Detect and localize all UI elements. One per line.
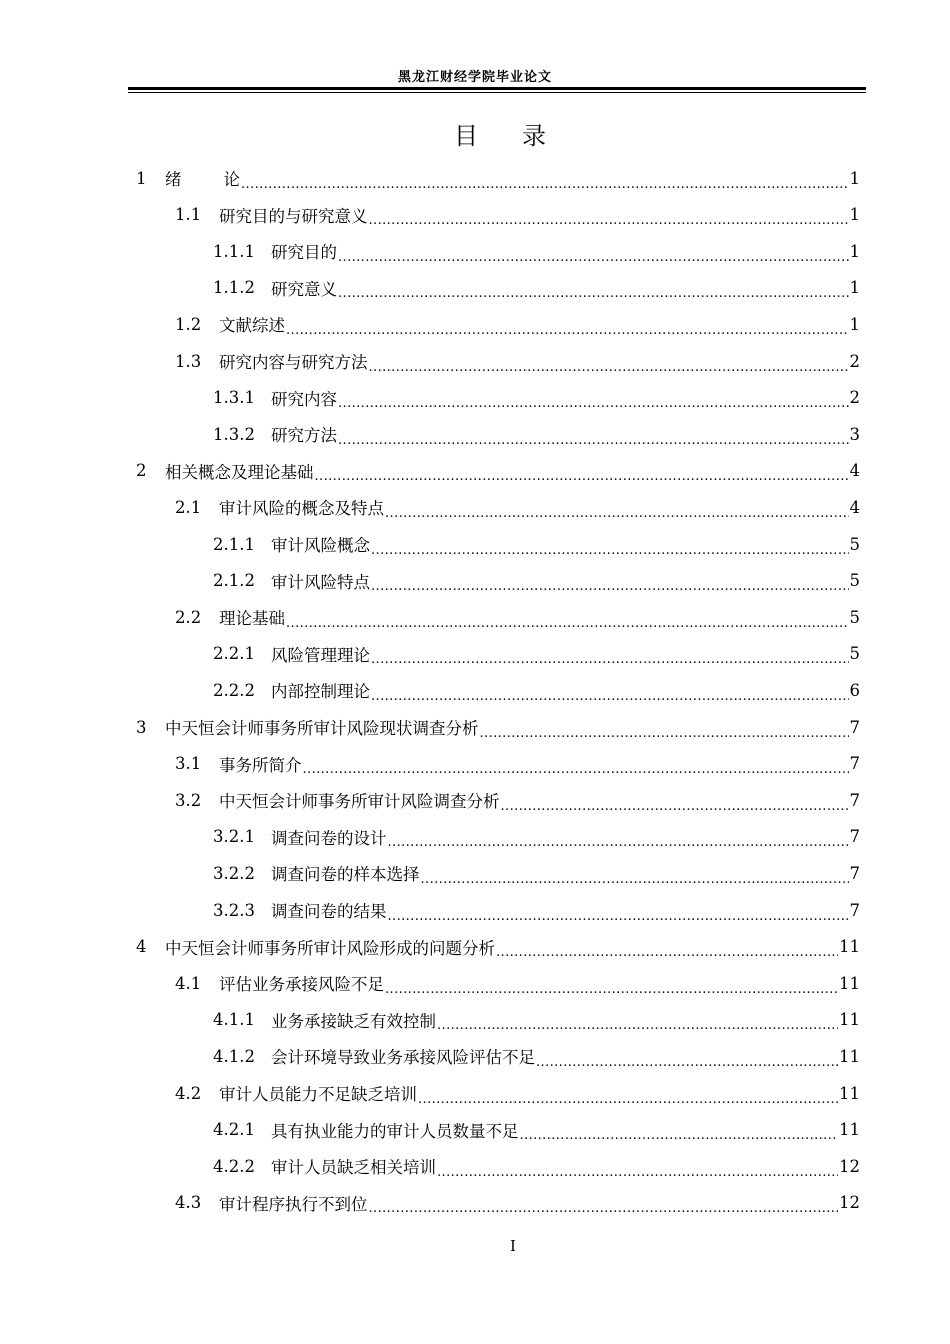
- toc-dot-leader: [385, 502, 849, 521]
- header-rule-thick: [128, 87, 866, 90]
- toc-dot-leader: [437, 1161, 838, 1180]
- toc-entry[interactable]: [175, 1185, 860, 1221]
- toc-entry[interactable]: [213, 1038, 860, 1074]
- toc-entry-page: 11: [839, 1083, 860, 1103]
- toc-entry-page: 4: [849, 461, 860, 481]
- toc-dot-leader: [315, 465, 849, 484]
- toc-entry[interactable]: [213, 636, 860, 672]
- toc-entry-title: 研究方法: [271, 426, 337, 446]
- toc-entry-page: 7: [849, 827, 860, 847]
- toc-title-right: 录: [522, 122, 546, 150]
- toc-entry[interactable]: [175, 599, 860, 635]
- toc-entry-page: 7: [849, 717, 860, 737]
- toc-entry-title: 中天恒会计师事务所审计风险现状调查分析: [165, 719, 479, 738]
- toc-entry-number: 2.2: [175, 607, 202, 627]
- toc-entry-number: 4.2: [175, 1083, 202, 1103]
- toc-entry-page: 2: [849, 388, 860, 408]
- toc-entry[interactable]: [213, 672, 860, 708]
- toc-entry-number: 3.2.1: [213, 827, 255, 847]
- toc-dot-leader: [371, 575, 849, 594]
- toc-entry-number: 4.2.2: [213, 1156, 255, 1176]
- toc-entry-number: 4.1: [175, 973, 202, 993]
- toc-entry[interactable]: [136, 929, 860, 965]
- toc-entry[interactable]: [213, 526, 860, 562]
- toc-entry-page: 11: [839, 1010, 860, 1030]
- toc-entry-page: 2: [849, 351, 860, 371]
- toc-entry-page: 7: [849, 790, 860, 810]
- toc-dot-leader: [496, 941, 838, 960]
- toc-entry-title: 审计风险特点: [271, 572, 370, 592]
- page-number: I: [510, 1237, 516, 1255]
- toc-entry-title: 具有执业能力的审计人员数量不足: [271, 1121, 519, 1141]
- running-header: 黑龙江财经学院毕业论文: [397, 70, 552, 85]
- toc-title-left: 目: [454, 122, 478, 150]
- toc-dot-leader: [338, 392, 849, 411]
- toc-entry[interactable]: [213, 416, 860, 452]
- toc-entry-title: 绪 论: [165, 170, 240, 189]
- toc-dot-leader: [480, 722, 849, 741]
- toc-dot-leader: [388, 831, 849, 850]
- toc-entry-title: 审计程序执行不到位: [219, 1194, 368, 1214]
- toc-entry-title: 文献综述: [219, 316, 285, 336]
- toc-dot-leader: [501, 795, 849, 814]
- toc-entry[interactable]: [213, 563, 860, 599]
- toc-entry-title: 事务所简介: [219, 755, 302, 775]
- toc-entry-number: 4.3: [175, 1193, 202, 1213]
- toc-entry-number: 1.3.2: [213, 424, 255, 444]
- toc-entry-page: 5: [849, 571, 860, 591]
- header-rule-thin: [128, 92, 866, 93]
- toc-dot-leader: [371, 648, 849, 667]
- toc-entry[interactable]: [136, 453, 860, 489]
- toc-entry-number: 3.2.2: [213, 863, 255, 883]
- toc-entry-title: 业务承接缺乏有效控制: [271, 1011, 436, 1031]
- toc-entry-number: 4: [136, 937, 147, 957]
- toc-entry-page: 4: [849, 497, 860, 517]
- toc-entry-number: 3.2.3: [213, 900, 255, 920]
- toc-entry-title: 研究意义: [271, 279, 337, 299]
- toc-entry-number: 2.2.2: [213, 680, 255, 700]
- toc-entry-page: 7: [849, 754, 860, 774]
- toc-dot-leader: [369, 356, 849, 375]
- toc-entry-number: 1.2: [175, 314, 202, 334]
- toc-entry[interactable]: [213, 1002, 860, 1038]
- toc-entry-title: 调查问卷的设计: [271, 828, 387, 848]
- toc-entry-number: 1: [136, 168, 147, 188]
- toc-entry-title: 中天恒会计师事务所审计风险调查分析: [219, 792, 500, 812]
- toc-entry-title: 研究目的: [271, 243, 337, 263]
- toc-entry-title: 审计风险概念: [271, 536, 370, 555]
- toc-entry-page: 11: [839, 973, 860, 993]
- toc-dot-leader: [385, 978, 838, 997]
- toc-entry-title: 理论基础: [219, 609, 285, 629]
- toc-entry[interactable]: [175, 306, 860, 342]
- toc-dot-leader: [369, 1197, 839, 1216]
- toc-entry-title: 审计风险的概念及特点: [219, 499, 384, 519]
- toc-entry[interactable]: [175, 489, 860, 525]
- toc-entry[interactable]: [213, 855, 860, 891]
- toc-entry[interactable]: [213, 380, 860, 416]
- toc-entry-page: 1: [849, 314, 860, 334]
- toc-dot-leader: [418, 1088, 838, 1107]
- toc-entry-page: 3: [849, 424, 860, 444]
- toc-entry-number: 3: [136, 717, 147, 737]
- toc-entry[interactable]: [213, 1148, 860, 1184]
- toc-entry-number: 4.2.1: [213, 1120, 255, 1140]
- toc-dot-leader: [520, 1124, 839, 1143]
- toc-entry-number: 2.1.2: [213, 571, 255, 591]
- toc-entry-page: 1: [849, 278, 860, 298]
- toc-dot-leader: [371, 685, 849, 704]
- toc-entry[interactable]: [175, 746, 860, 782]
- toc-dot-leader: [338, 246, 849, 265]
- toc-entry-title: 研究内容与研究方法: [219, 353, 368, 372]
- toc-entry[interactable]: [213, 819, 860, 855]
- toc-entry-title: 会计环境导致业务承接风险评估不足: [271, 1048, 535, 1068]
- toc-dot-leader: [241, 173, 849, 192]
- toc-entry-page: 12: [839, 1193, 860, 1213]
- toc-entry-page: 6: [849, 680, 860, 700]
- toc-dot-leader: [303, 758, 849, 777]
- toc-entry-page: 11: [839, 937, 860, 957]
- toc-entry-page: 5: [849, 644, 860, 664]
- toc-entry[interactable]: [175, 1075, 860, 1111]
- toc-entry-number: 2.2.1: [213, 644, 255, 664]
- toc-entry-title: 调查问卷的样本选择: [271, 865, 420, 885]
- toc-entry-title: 相关概念及理论基础: [165, 462, 314, 482]
- toc-dot-leader: [286, 612, 849, 631]
- toc-dot-leader: [338, 429, 849, 448]
- toc-entry-page: 7: [849, 863, 860, 883]
- toc-entry-number: 1.1.1: [213, 241, 255, 261]
- toc-entry-number: 1.1: [175, 205, 202, 225]
- toc-dot-leader: [338, 282, 849, 301]
- toc-entry[interactable]: [175, 965, 860, 1001]
- toc-entry-title: 内部控制理论: [271, 682, 370, 702]
- toc-dot-leader: [536, 1051, 838, 1070]
- toc-entry-page: 5: [849, 534, 860, 554]
- toc-entry-title: 调查问卷的结果: [271, 902, 387, 921]
- toc-dot-leader: [421, 868, 849, 887]
- toc-entry-title: 中天恒会计师事务所审计风险形成的问题分析: [165, 938, 495, 958]
- toc-entry[interactable]: [136, 709, 860, 745]
- toc-title: [0, 116, 950, 151]
- toc-entry[interactable]: [175, 782, 860, 818]
- toc-entry-number: 1.1.2: [213, 278, 255, 298]
- toc-entry-number: 1.3: [175, 351, 202, 371]
- toc-entry-number: 1.3.1: [213, 388, 255, 408]
- toc-entry[interactable]: [213, 233, 860, 269]
- toc-dot-leader: [286, 319, 849, 338]
- toc-entry-number: 2.1: [175, 497, 202, 517]
- toc-entry-number: 2: [136, 461, 147, 481]
- toc-entry[interactable]: [213, 1112, 860, 1148]
- toc-entry[interactable]: [213, 892, 860, 928]
- toc-entry-title: 审计人员能力不足缺乏培训: [219, 1085, 417, 1104]
- toc-entry-page: 7: [849, 900, 860, 920]
- toc-entry-title: 研究内容: [271, 389, 337, 409]
- toc-entry[interactable]: [175, 343, 860, 379]
- toc-entry-number: 3.1: [175, 754, 202, 774]
- toc-dot-leader: [369, 209, 849, 228]
- toc-entry-page: 1: [849, 168, 860, 188]
- toc-entry-title: 研究目的与研究意义: [219, 206, 368, 226]
- toc-entry-title: 评估业务承接风险不足: [219, 975, 384, 995]
- toc-entry-number: 3.2: [175, 790, 202, 810]
- toc-entry-title: 风险管理理论: [271, 645, 370, 665]
- toc-entry-page: 5: [849, 607, 860, 627]
- toc-entry-number: 4.1.2: [213, 1046, 255, 1066]
- toc-entry[interactable]: [136, 160, 860, 196]
- toc-dot-leader: [437, 1014, 838, 1033]
- toc-entry-title: 审计人员缺乏相关培训: [271, 1158, 436, 1178]
- toc-entry-page: 11: [839, 1046, 860, 1066]
- toc-entry[interactable]: [213, 270, 860, 306]
- toc-dot-leader: [371, 539, 849, 558]
- toc-entry-page: 1: [849, 205, 860, 225]
- toc-entry-number: 2.1.1: [213, 534, 255, 554]
- toc-entry[interactable]: [175, 197, 860, 233]
- toc-entry-number: 4.1.1: [213, 1010, 255, 1030]
- toc-entry-page: 12: [839, 1156, 860, 1176]
- toc-entry-page: 11: [839, 1120, 860, 1140]
- toc-dot-leader: [388, 905, 849, 924]
- toc-entry-page: 1: [849, 241, 860, 261]
